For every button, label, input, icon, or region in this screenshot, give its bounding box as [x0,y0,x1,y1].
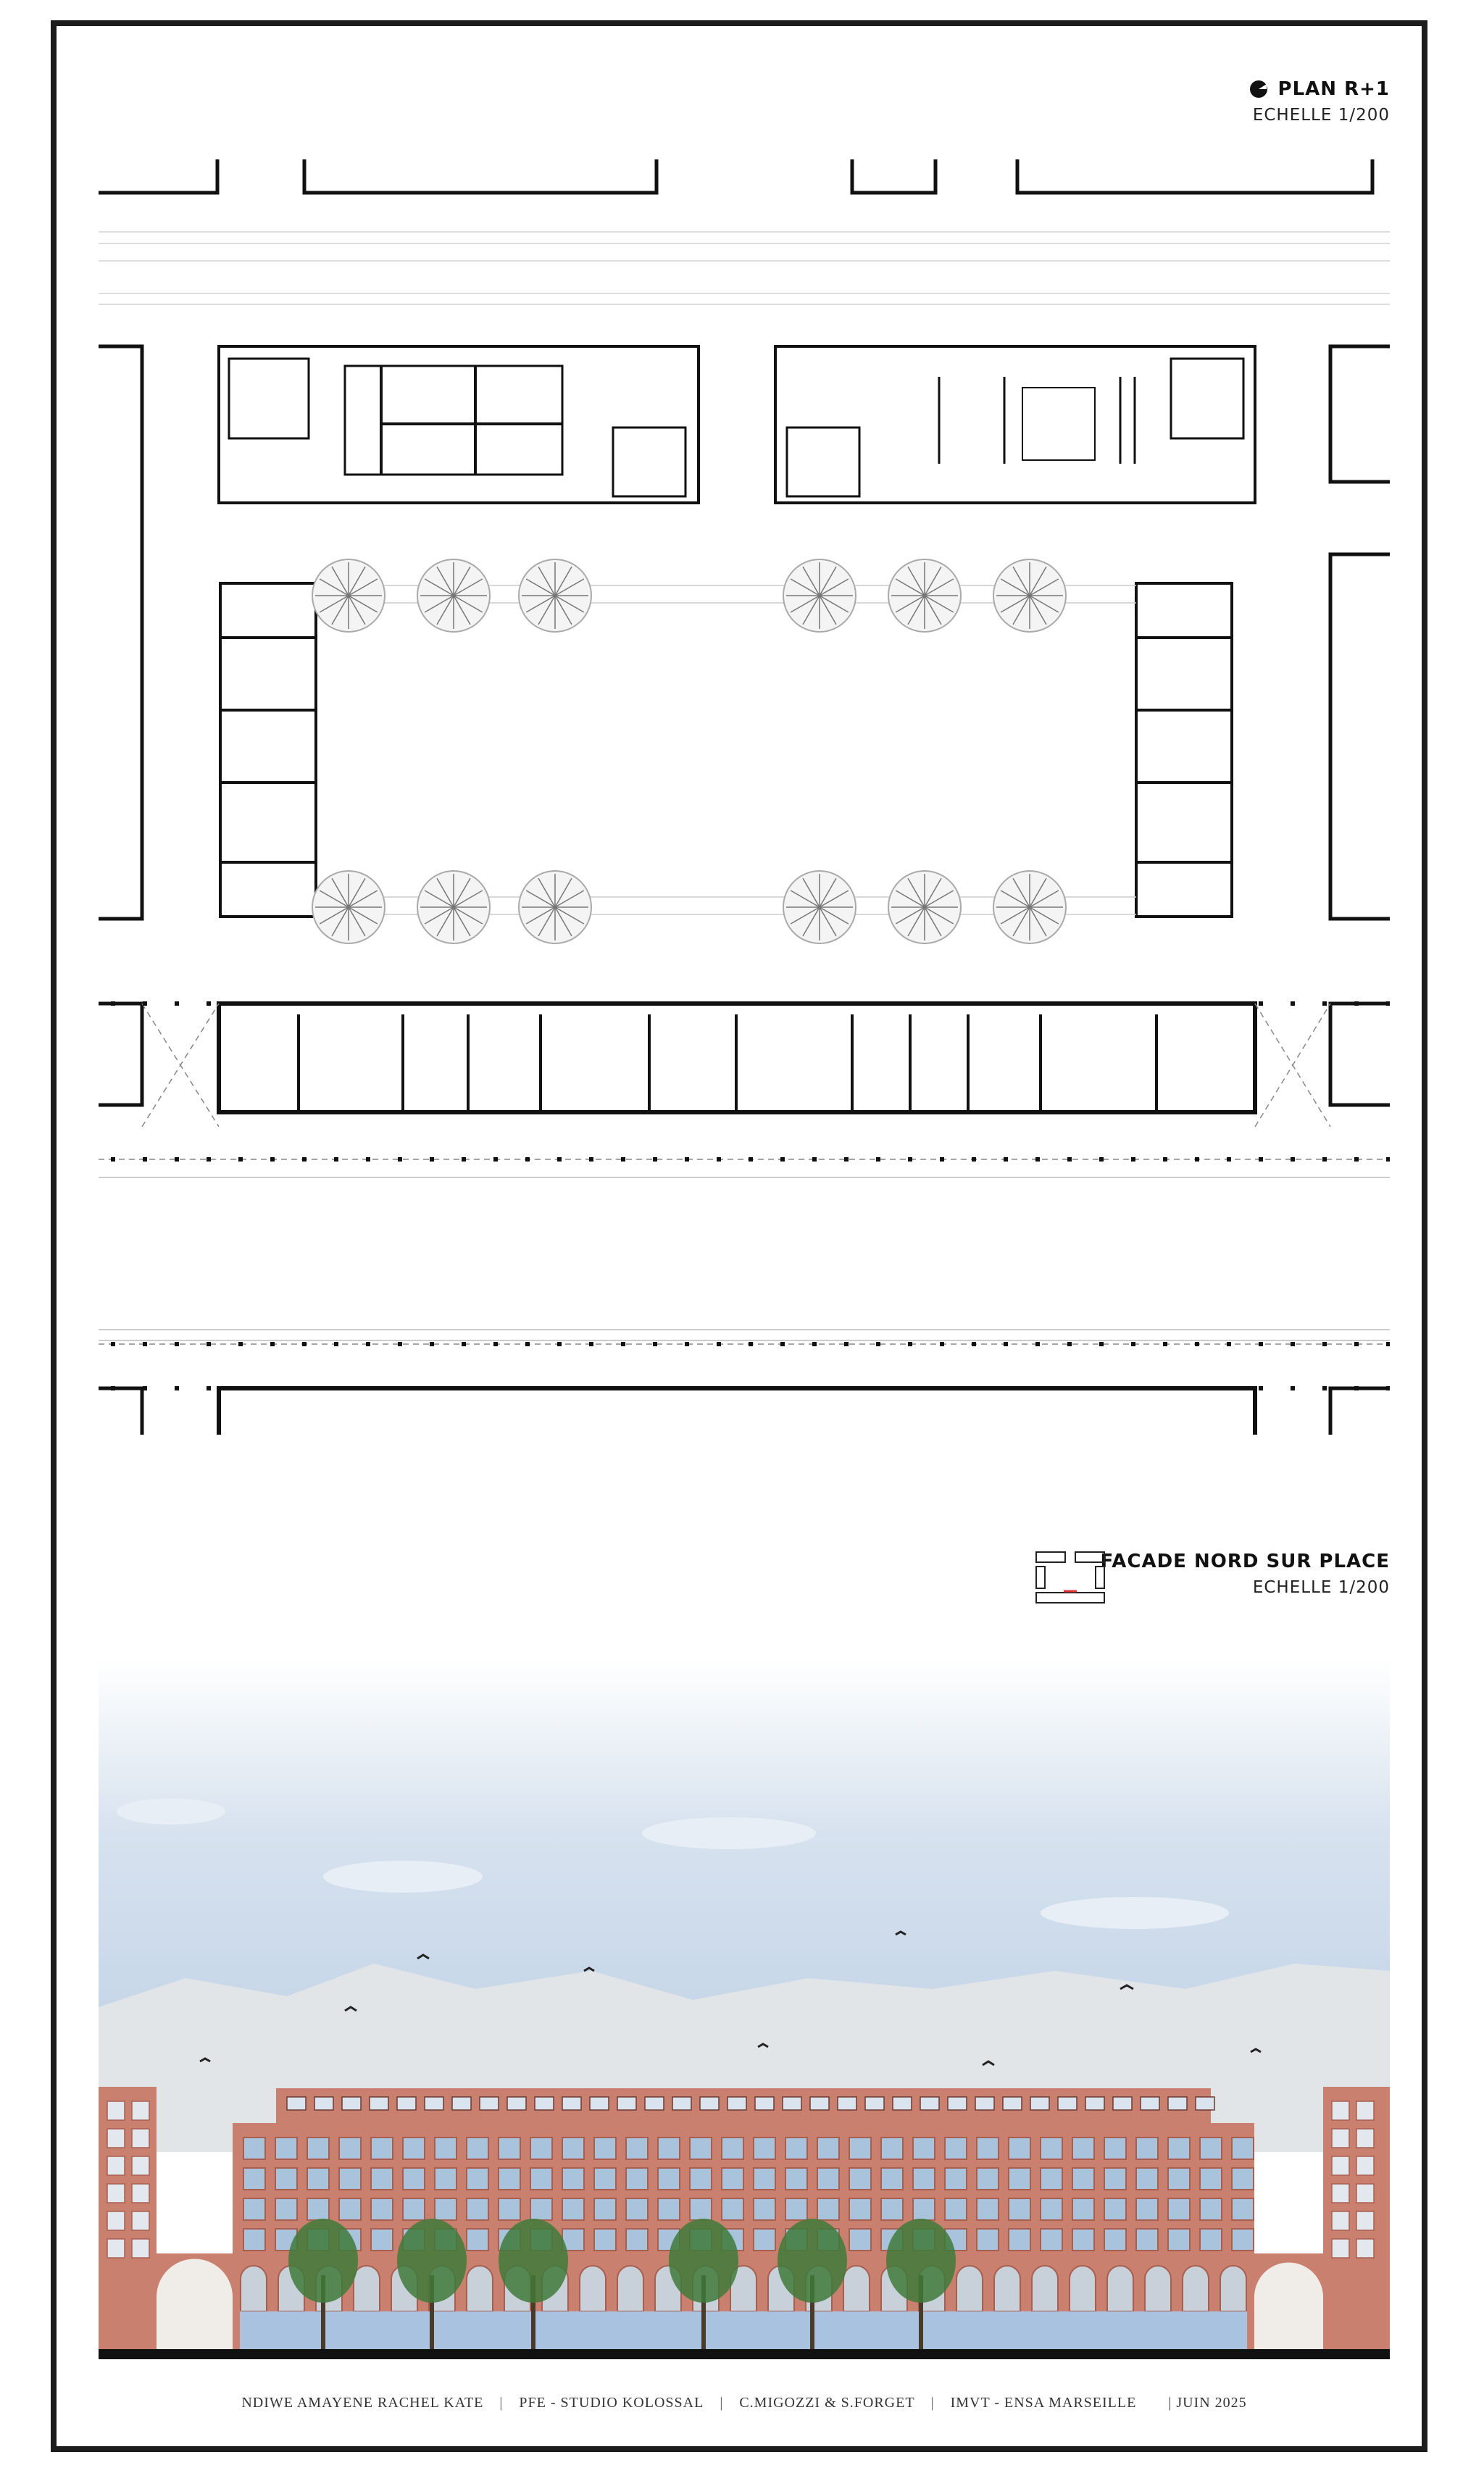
tree-icon [993,871,1066,943]
tree-icon [519,871,591,943]
block-top-left [219,346,699,503]
top-wall-fragments [99,159,1372,193]
block-top-right [775,346,1255,503]
side-buildings [99,346,1390,919]
tree-icon [993,559,1066,632]
long-bar-building [99,1004,1390,1177]
plan-scale: ECHELLE 1/200 [1252,106,1390,125]
tree-icon [312,559,385,632]
north-facade-elevation [99,1659,1390,2369]
footer-tutors: C.MIGOZZI & S.FORGET [739,2395,915,2411]
courtyard-right-wing [1136,583,1232,917]
north-arrow-icon [1249,80,1268,99]
facade-title-block [1100,1551,1390,1597]
tree-icon [519,559,591,632]
tree-icon [417,559,490,632]
tree-icon [783,871,856,943]
ground-line [99,2349,1390,2359]
plan-title: PLAN R+1 [1277,78,1390,100]
footer-credits: NDIWE AMAYENE RACHEL KATE | PFE - STUDIO KOLOSSAL | C.MIGOZZI & S.FORGET | IMVT - ENSA MARSEILLE | JUIN 2025 [241,2395,1247,2411]
facade-scale: ECHELLE 1/200 [1252,1578,1390,1597]
tree-icon [888,871,961,943]
tree-icon [783,559,856,632]
footer-date: | JUIN 2025 [1168,2395,1247,2411]
site-key-plan-icon [1035,1551,1107,1607]
facade-title: FACADE NORD SUR PLACE [1100,1551,1390,1572]
plan-title-block [1249,78,1390,125]
tree-icon [888,559,961,632]
footer-studio: PFE - STUDIO KOLOSSAL [519,2395,704,2411]
courtyard-left-wing [220,583,316,917]
footer-school: IMVT - ENSA MARSEILLE [950,2395,1137,2411]
road-lines [99,232,1390,304]
tree-icon [417,871,490,943]
courtyard-guides [316,585,1136,914]
footer-author: NDIWE AMAYENE RACHEL KATE [241,2395,484,2411]
tree-icon [312,871,385,943]
floor-plan-drawing [99,145,1390,1435]
column-dots [111,1001,1390,1390]
